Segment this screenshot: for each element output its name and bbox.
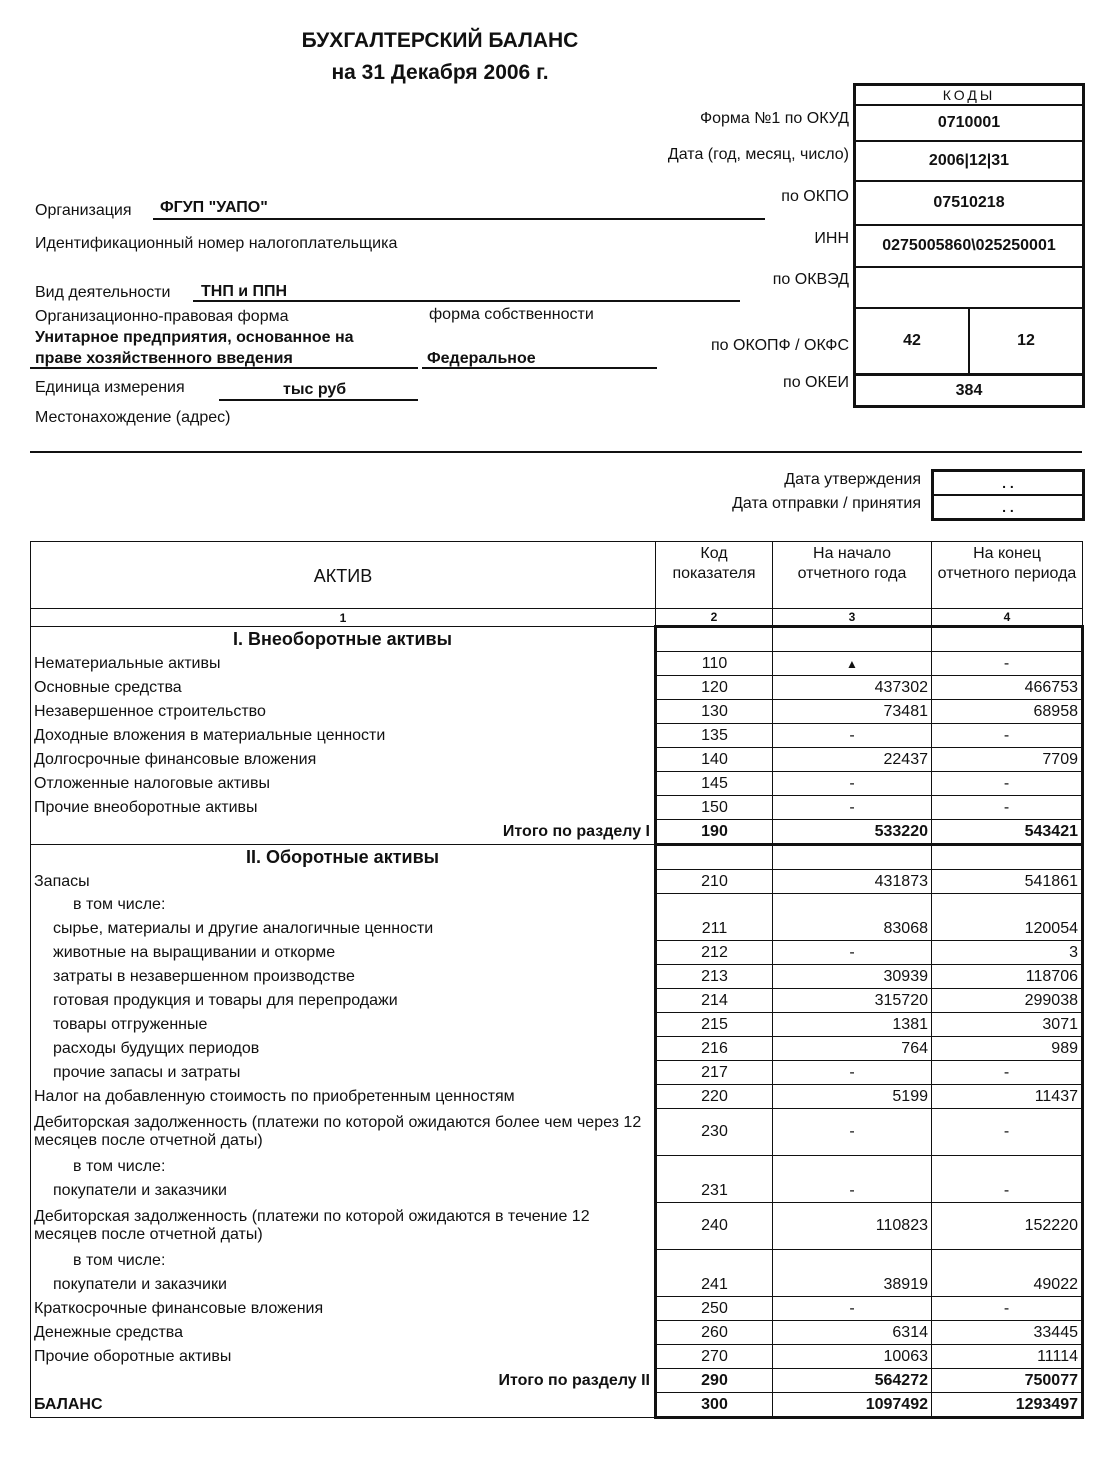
row-start-value[interactable]: 73481 (773, 700, 932, 724)
row-label: покупатели и заказчики (31, 1179, 656, 1203)
mark-icon: ▲ (846, 656, 858, 671)
unit-value[interactable]: тыс руб (283, 381, 347, 398)
row-code: 135 (656, 724, 773, 748)
column-number-3: 3 (773, 609, 932, 627)
row-start-value[interactable]: 38919 (773, 1273, 932, 1297)
row-label: сырье, материалы и другие аналогичные ценности (31, 917, 656, 941)
row-start-value[interactable]: - (773, 1297, 932, 1321)
row-code: 215 (656, 1013, 773, 1037)
column-number-2: 2 (656, 609, 773, 627)
table-row (31, 1297, 1083, 1321)
row-label: Прочие оборотные активы (31, 1345, 656, 1369)
row-end-value[interactable]: 11114 (932, 1345, 1083, 1369)
okfs-value[interactable]: 12 (1017, 332, 1035, 349)
row-end-value[interactable]: 3071 (932, 1013, 1083, 1037)
row-code: 145 (656, 772, 773, 796)
total-start-value[interactable]: 533220 (773, 820, 932, 845)
table-row (31, 1345, 1083, 1369)
row-label: покупатели и заказчики (31, 1273, 656, 1297)
row-code: 230 (656, 1109, 773, 1156)
row-start-value[interactable]: 1381 (773, 1013, 932, 1037)
okopf-okfs-row (856, 309, 1082, 376)
inn-value[interactable]: 0275005860\025250001 (856, 226, 1082, 268)
page-subtitle: на 31 Декабря 2006 г. (331, 61, 549, 84)
section-2-total-row (31, 1369, 1083, 1393)
row-start-value[interactable]: 764 (773, 1037, 932, 1061)
okved-label: по ОКВЭД (772, 271, 849, 288)
table-row (31, 772, 1083, 796)
row-code: 220 (656, 1085, 773, 1109)
row-start-value[interactable] (773, 652, 932, 676)
okud-label: Форма №1 по ОКУД (699, 110, 849, 127)
row-label: Краткосрочные финансовые вложения (31, 1297, 656, 1321)
row-label: Прочие внеоборотные активы (31, 796, 656, 820)
row-label: Доходные вложения в материальные ценности (31, 724, 656, 748)
row-start-value[interactable]: - (773, 772, 932, 796)
row-label: Дебиторская задолженность (платежи по которой ожидаются более чем через 12 месяцев после отчетной даты) (31, 1109, 656, 1156)
row-end-value[interactable]: 49022 (932, 1273, 1083, 1297)
row-code: 140 (656, 748, 773, 772)
date-value[interactable]: 2006|12|31 (856, 142, 1082, 182)
okei-label: по ОКЕИ (783, 374, 849, 391)
codes-box (853, 83, 1085, 408)
row-end-value[interactable]: 33445 (932, 1321, 1083, 1345)
table-row (31, 1061, 1083, 1085)
header-activ: АКТИВ (31, 542, 656, 609)
header-start: На начало отчетного года (773, 542, 932, 609)
row-end-value[interactable]: - (932, 724, 1083, 748)
row-code: 210 (656, 870, 773, 894)
row-label: расходы будущих периодов (31, 1037, 656, 1061)
unit-underline (219, 399, 418, 401)
row-end-value[interactable]: 466753 (932, 676, 1083, 700)
row-label: Основные средства (31, 676, 656, 700)
table-row (31, 1203, 1083, 1250)
row-code: 270 (656, 1345, 773, 1369)
ownership-value[interactable]: Федеральное (427, 350, 536, 367)
row-code: 213 (656, 965, 773, 989)
row-code: 130 (656, 700, 773, 724)
table-row (31, 1085, 1083, 1109)
table-row (31, 1156, 1083, 1180)
total-end-value[interactable]: 543421 (932, 820, 1083, 845)
row-code: 217 (656, 1061, 773, 1085)
table-header-row (31, 542, 1083, 609)
okpo-value[interactable]: 07510218 (856, 182, 1082, 226)
row-end-value[interactable]: - (932, 796, 1083, 820)
column-number-4: 4 (932, 609, 1083, 627)
section-2-title: II. Оборотные активы (31, 845, 656, 870)
row-code: 120 (656, 676, 773, 700)
table-row (31, 894, 1083, 918)
row-label: затраты в незавершенном производстве (31, 965, 656, 989)
approval-date-label: Дата утверждения (784, 471, 921, 488)
row-code: 212 (656, 941, 773, 965)
row-start-value[interactable]: - (773, 796, 932, 820)
row-end-value[interactable]: - (932, 1061, 1083, 1085)
legal-form-label: Организационно-правовая форма (35, 308, 289, 325)
organization-underline (153, 218, 765, 220)
row-start-value[interactable]: 110823 (773, 1203, 932, 1250)
address-label: Местонахождение (адрес) (35, 409, 231, 426)
row-label: Нематериальные активы (31, 652, 656, 676)
table-row (31, 917, 1083, 941)
row-end-value[interactable]: - (932, 1297, 1083, 1321)
row-code: 216 (656, 1037, 773, 1061)
ownership-underline (422, 367, 657, 369)
row-label: Запасы (31, 870, 656, 894)
total-label: Итого по разделу I (31, 820, 656, 845)
okud-value[interactable]: 0710001 (856, 106, 1082, 142)
sent-date-value[interactable]: . . (1002, 499, 1014, 515)
section-2-header (31, 845, 1083, 870)
approval-date-value[interactable]: . . (934, 472, 1082, 496)
activity-value[interactable]: ТНП и ППН (201, 283, 288, 300)
row-start-value[interactable]: - (773, 941, 932, 965)
page-title: БУХГАЛТЕРСКИЙ БАЛАНС (301, 29, 579, 52)
balance-label: БАЛАНС (31, 1393, 656, 1418)
row-start-value[interactable]: 30939 (773, 965, 932, 989)
row-code: 241 (656, 1273, 773, 1297)
table-row (31, 1013, 1083, 1037)
row-start-value[interactable]: - (773, 1179, 932, 1203)
section-1-title: I. Внеоборотные активы (31, 627, 656, 652)
row-end-value[interactable]: 118706 (932, 965, 1083, 989)
address-underline (30, 451, 1082, 453)
dates-box (931, 469, 1085, 521)
row-code: 214 (656, 989, 773, 1013)
row-start-value[interactable]: 431873 (773, 870, 932, 894)
ownership-label: форма собственности (429, 306, 594, 323)
row-end-value[interactable]: - (932, 652, 1083, 676)
row-end-value[interactable]: 152220 (932, 1203, 1083, 1250)
okei-value[interactable]: 384 (955, 382, 983, 399)
row-start-value[interactable]: - (773, 724, 932, 748)
row-code: 150 (656, 796, 773, 820)
table-row (31, 1037, 1083, 1061)
table-row (31, 941, 1083, 965)
organization-value[interactable]: ФГУП "УАПО" (160, 199, 268, 216)
balance-end-value[interactable]: 1293497 (932, 1393, 1083, 1418)
total-code: 190 (656, 820, 773, 845)
table-row (31, 965, 1083, 989)
section-1-total-row (31, 820, 1083, 845)
table-row (31, 796, 1083, 820)
legal-form-value-line2[interactable]: праве хозяйственного введения (35, 350, 293, 367)
total-code: 290 (656, 1369, 773, 1393)
table-row (31, 989, 1083, 1013)
table-row (31, 870, 1083, 894)
row-label: готовая продукция и товары для перепродажи (31, 989, 656, 1013)
row-label: Отложенные налоговые активы (31, 772, 656, 796)
legal-form-underline (30, 367, 418, 369)
table-row (31, 1250, 1083, 1274)
table-row (31, 1321, 1083, 1345)
table-row (31, 1109, 1083, 1156)
row-start-value[interactable]: 6314 (773, 1321, 932, 1345)
table-row (31, 652, 1083, 676)
row-label: животные на выращивании и откорме (31, 941, 656, 965)
row-code: 260 (656, 1321, 773, 1345)
balance-total-row (31, 1393, 1083, 1418)
row-label: прочие запасы и затраты (31, 1061, 656, 1085)
row-start-value[interactable]: 437302 (773, 676, 932, 700)
row-label: в том числе: (31, 1156, 656, 1180)
section-1-header (31, 627, 1083, 652)
row-label: Дебиторская задолженность (платежи по которой ожидаются в течение 12 месяцев после отчетной даты) (31, 1203, 656, 1250)
table-row (31, 724, 1083, 748)
column-number-1: 1 (31, 609, 656, 627)
row-end-value[interactable]: - (932, 1109, 1083, 1156)
header-end: На конец отчетного периода (932, 542, 1083, 609)
row-label: товары отгруженные (31, 1013, 656, 1037)
organization-label: Организация (35, 202, 132, 219)
balance-start-value[interactable]: 1097492 (773, 1393, 932, 1418)
inn-label: Идентификационный номер налогоплательщика (35, 235, 398, 252)
sent-date-label: Дата отправки / принятия (732, 495, 921, 512)
row-label: Долгосрочные финансовые вложения (31, 748, 656, 772)
codes-header: КОДЫ (856, 86, 1082, 106)
row-end-value[interactable]: 120054 (932, 917, 1083, 941)
row-start-value[interactable]: 22437 (773, 748, 932, 772)
row-end-value[interactable]: 989 (932, 1037, 1083, 1061)
row-start-value[interactable]: 83068 (773, 917, 932, 941)
total-label: Итого по разделу II (31, 1369, 656, 1393)
table-row (31, 1273, 1083, 1297)
row-code: 211 (656, 917, 773, 941)
row-end-value[interactable]: 68958 (932, 700, 1083, 724)
header-code: Код показателя (656, 542, 773, 609)
row-start-value[interactable]: 5199 (773, 1085, 932, 1109)
total-end-value[interactable]: 750077 (932, 1369, 1083, 1393)
inn-code-label: ИНН (814, 230, 849, 247)
row-end-value[interactable]: 541861 (932, 870, 1083, 894)
row-code: 250 (656, 1297, 773, 1321)
activity-label: Вид деятельности (35, 284, 171, 301)
balance-code: 300 (656, 1393, 773, 1418)
row-end-value[interactable]: 299038 (932, 989, 1083, 1013)
row-end-value[interactable]: 7709 (932, 748, 1083, 772)
row-end-value[interactable]: 3 (932, 941, 1083, 965)
balance-table (30, 541, 1084, 1419)
table-row (31, 700, 1083, 724)
row-label: в том числе: (31, 894, 656, 918)
table-row (31, 748, 1083, 772)
table-row (31, 676, 1083, 700)
row-start-value[interactable]: - (773, 1109, 932, 1156)
row-code: 110 (656, 652, 773, 676)
row-start-value[interactable]: 315720 (773, 989, 932, 1013)
row-code: 231 (656, 1179, 773, 1203)
row-end-value[interactable]: - (932, 772, 1083, 796)
unit-label: Единица измерения (35, 379, 185, 396)
total-start-value[interactable]: 564272 (773, 1369, 932, 1393)
table-row (31, 1179, 1083, 1203)
row-start-value[interactable]: - (773, 1061, 932, 1085)
row-label: Незавершенное строительство (31, 700, 656, 724)
row-label: Налог на добавленную стоимость по приобретенным ценностям (31, 1085, 656, 1109)
okopf-value[interactable]: 42 (856, 309, 970, 373)
row-code: 240 (656, 1203, 773, 1250)
row-label: в том числе: (31, 1250, 656, 1274)
okopf-okfs-label: по ОКОПФ / ОКФС (711, 337, 849, 354)
row-start-value[interactable]: 10063 (773, 1345, 932, 1369)
row-label: Денежные средства (31, 1321, 656, 1345)
okpo-label: по ОКПО (781, 188, 849, 205)
date-label: Дата (год, месяц, число) (667, 146, 849, 163)
okved-value[interactable] (856, 268, 1082, 309)
row-end-value[interactable]: 11437 (932, 1085, 1083, 1109)
legal-form-value-line1[interactable]: Унитарное предприятия, основанное на (35, 329, 354, 346)
column-numbers-row (31, 609, 1083, 627)
row-end-value[interactable]: - (932, 1179, 1083, 1203)
